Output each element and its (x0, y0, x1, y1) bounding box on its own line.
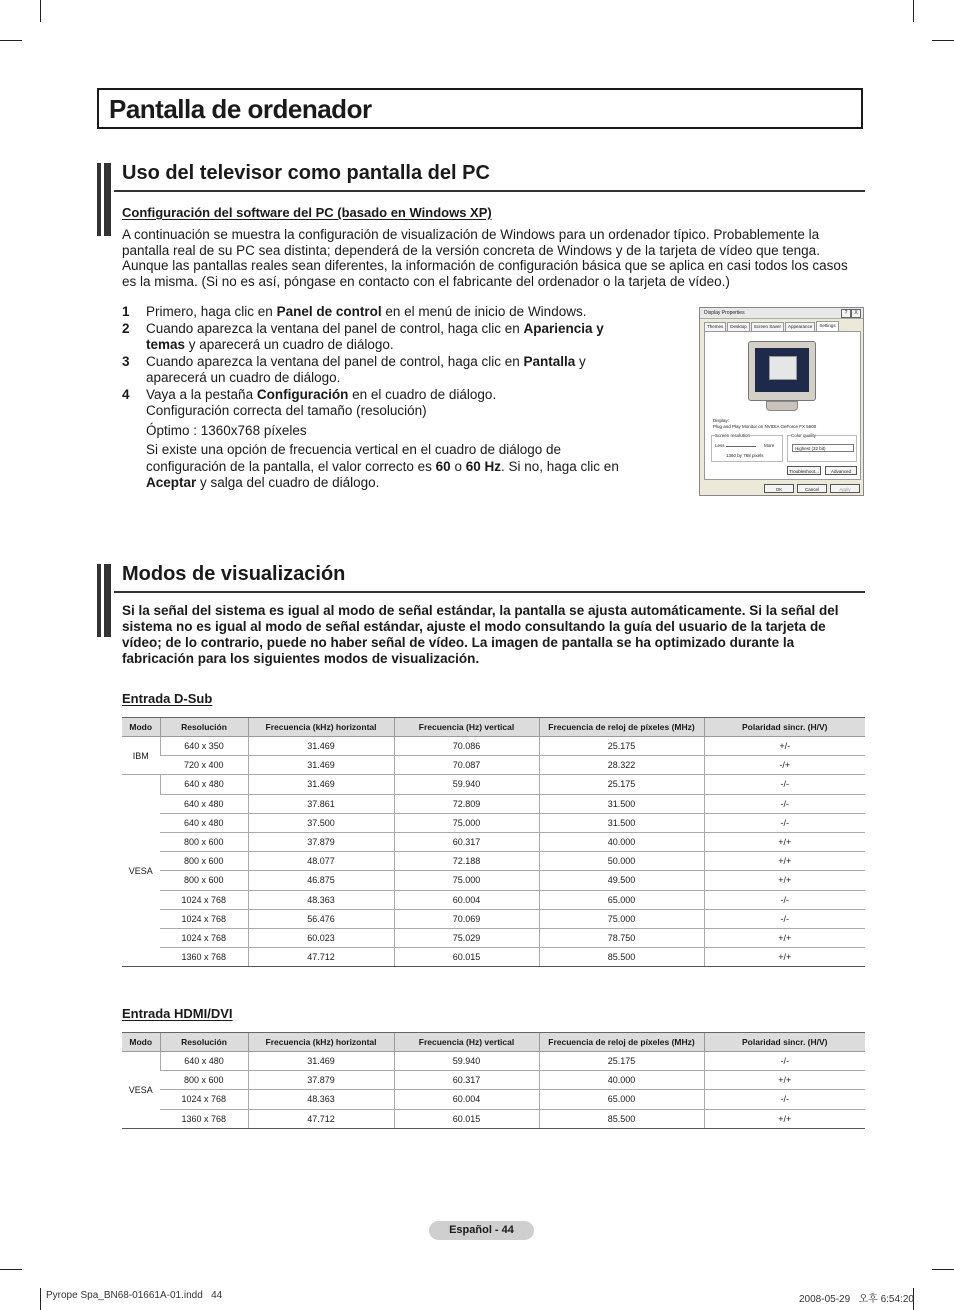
software-config-heading: Configuración del software del PC (basado en Windows XP) (122, 205, 492, 220)
crop-mark (40, 1288, 41, 1310)
mode-cell: IBM (122, 737, 160, 775)
resolution-value: 1360 by 768 pixels (726, 453, 764, 458)
monitor-icon (748, 341, 816, 415)
table-cell: 31.469 (248, 756, 394, 775)
crop-mark (913, 0, 914, 22)
table-cell: 72.809 (394, 794, 539, 813)
section-bar (97, 163, 101, 236)
intro-paragraph: A continuación se muestra la configuración de visualización de Windows para un ordenador típico. Probablemente la pantalla real de su PC sea distinta; dependerá de la versión concreta de Windows y de la tarjeta de vídeo que tenga. Aunque las pantallas reales sean diferentes, la información de configuración básica que se aplica en casi todos los casos es la misma. (Si no es así, póngase en contacto con el fabricante del ordenador o la tarjeta de vídeo.) (122, 227, 848, 289)
table-cell: 60.023 (248, 928, 394, 947)
table-cell: 31.469 (248, 737, 394, 756)
table-cell: 47.712 (248, 1109, 394, 1128)
table-cell: 31.500 (539, 813, 704, 832)
table-cell: 28.322 (539, 756, 704, 775)
table-row (122, 832, 865, 851)
hdmi-heading: Entrada HDMI/DVI (122, 1006, 233, 1021)
table-cell: 640 x 480 (160, 1052, 248, 1071)
step-item (122, 387, 627, 404)
column-header: Frecuencia (kHz) horizontal (248, 1033, 394, 1052)
table-row (122, 737, 865, 756)
table-cell: 1024 x 768 (160, 909, 248, 928)
table-cell: +/+ (704, 928, 865, 947)
table-row (122, 1090, 865, 1109)
table-cell: 31.469 (248, 1052, 394, 1071)
table-cell: 56.476 (248, 909, 394, 928)
tab-appearance: Appearance (785, 322, 815, 331)
table-row (122, 1109, 865, 1128)
crop-mark (932, 1269, 954, 1270)
table-cell: -/- (704, 1052, 865, 1071)
table-row (122, 1071, 865, 1090)
table-cell: 800 x 600 (160, 871, 248, 890)
table-cell: -/- (704, 909, 865, 928)
crop-mark (40, 0, 41, 22)
page-title-box (97, 88, 863, 129)
table-row (122, 871, 865, 890)
table-cell: -/- (704, 813, 865, 832)
step-number: 3 (122, 353, 130, 369)
step-number: 2 (122, 320, 130, 336)
crop-mark (0, 1269, 22, 1270)
table-row (122, 948, 865, 967)
table-cell: 1360 x 768 (160, 948, 248, 967)
section-bar (97, 564, 101, 637)
mode-cell: VESA (122, 1052, 160, 1129)
table-row (122, 909, 865, 928)
table-cell: 25.175 (539, 1052, 704, 1071)
table-cell: 65.000 (539, 890, 704, 909)
table-cell: 800 x 600 (160, 832, 248, 851)
table-cell: 48.077 (248, 852, 394, 871)
section-header (114, 561, 865, 593)
close-button: X (851, 309, 861, 318)
display-properties-screenshot (699, 307, 864, 496)
table-cell: 59.940 (394, 775, 539, 794)
tab-desktop: Desktop (727, 322, 750, 331)
table-cell: 37.879 (248, 832, 394, 851)
table-cell: +/+ (704, 1109, 865, 1128)
step-item (122, 354, 627, 387)
table-cell: 59.940 (394, 1052, 539, 1071)
more-label: More (764, 443, 775, 448)
column-header: Resolución (160, 1033, 248, 1052)
step-text: Cuando aparezca la ventana del panel de control, haga clic en Apariencia y temas y aparecerá un cuadro de diálogo. (146, 320, 604, 352)
table-cell: -/- (704, 890, 865, 909)
column-header: Frecuencia (Hz) vertical (394, 718, 539, 737)
frequency-note: Si existe una opción de frecuencia vertical en el cuadro de diálogo de configuración de la pantalla, el valor correcto es 60 o 60 Hz. Si no, haga clic en Aceptar y salga del cuadro de diálogo. (146, 442, 619, 490)
table-row (122, 852, 865, 871)
table-cell: 25.175 (539, 775, 704, 794)
table-cell: 75.000 (539, 909, 704, 928)
table-cell: 49.500 (539, 871, 704, 890)
table-cell: 37.879 (248, 1071, 394, 1090)
table-cell: 640 x 480 (160, 794, 248, 813)
table-row (122, 890, 865, 909)
section-title: Modos de visualización (122, 563, 346, 585)
table-row (122, 1052, 865, 1071)
dsub-heading: Entrada D-Sub (122, 691, 213, 706)
table-cell: 31.469 (248, 775, 394, 794)
table-cell: +/- (704, 737, 865, 756)
table-cell: 60.015 (394, 948, 539, 967)
tab-screen-saver: Screen Saver (751, 322, 784, 331)
table-cell: 72.188 (394, 852, 539, 871)
table-cell: 40.000 (539, 1071, 704, 1090)
resolution-group (711, 435, 783, 462)
table-cell: 50.000 (539, 852, 704, 871)
table-row (122, 794, 865, 813)
table-cell: 60.004 (394, 1090, 539, 1109)
resolution-label: Screen resolution (715, 433, 751, 438)
step-number: 4 (122, 386, 130, 402)
optimal-resolution: Óptimo : 1360x768 píxeles (146, 422, 307, 438)
settings-panel (704, 331, 861, 480)
dialog-title: Display Properties ? X (700, 308, 863, 319)
table-cell: 1360 x 768 (160, 1109, 248, 1128)
table-cell: 1024 x 768 (160, 1090, 248, 1109)
table-cell: 60.015 (394, 1109, 539, 1128)
column-header: Modo (122, 718, 160, 737)
hdmi-table (122, 1032, 865, 1129)
table-cell: 70.087 (394, 756, 539, 775)
table-cell: 25.175 (539, 737, 704, 756)
table-cell: 85.500 (539, 1109, 704, 1128)
table-cell: 85.500 (539, 948, 704, 967)
table-cell: 31.500 (539, 794, 704, 813)
table-cell: +/+ (704, 1071, 865, 1090)
resolution-slider (726, 446, 756, 447)
tab-themes: Themes (704, 322, 726, 331)
table-cell: +/+ (704, 871, 865, 890)
table-cell: 75.000 (394, 813, 539, 832)
table-row (122, 813, 865, 832)
date-info: 2008-05-29 오후 6:54:20 (799, 1294, 914, 1305)
cancel-button: Cancel (797, 484, 827, 493)
step-text: Primero, haga clic en Panel de control en el menú de inicio de Windows. (146, 304, 587, 319)
modes-intro: Si la señal del sistema es igual al modo de señal estándar, la pantalla se ajusta automáticamente. Si la señal del sistema no es igual al modo de señal estándar, ajuste el modo consultando la guía del usuario de la tarjeta de vídeo; de lo contrario, puede no haber señal de vídeo. La imagen de pantalla se ha optimizado durante la fabricación para los siguientes modos de visualización. (122, 603, 839, 666)
table-cell: 1024 x 768 (160, 928, 248, 947)
table-cell: 640 x 480 (160, 775, 248, 794)
column-header: Polaridad sincr. (H/V) (704, 718, 865, 737)
page-title: Pantalla de ordenador (109, 94, 372, 124)
table-cell: 48.363 (248, 1090, 394, 1109)
column-header: Resolución (160, 718, 248, 737)
section-header (114, 160, 865, 192)
step-text: Cuando aparezca la ventana del panel de control, haga clic en Pantalla y aparecerá un cuadro de diálogo. (146, 353, 586, 385)
table-cell: -/- (704, 775, 865, 794)
table-cell: 800 x 600 (160, 852, 248, 871)
table-cell: 60.317 (394, 1071, 539, 1090)
resolution-note: Configuración correcta del tamaño (resolución) (146, 403, 427, 418)
dialog-tabs (704, 322, 839, 331)
table-cell: 70.069 (394, 909, 539, 928)
section-bar (104, 564, 111, 637)
color-label: Color quality (791, 433, 817, 438)
column-header: Modo (122, 1033, 160, 1052)
color-quality-select: Highest (32 bit) (792, 444, 854, 452)
column-header: Polaridad sincr. (H/V) (704, 1033, 865, 1052)
table-cell: -/+ (704, 756, 865, 775)
apply-button: Apply (830, 484, 860, 493)
table-cell: 60.004 (394, 890, 539, 909)
section-title: Uso del televisor como pantalla del PC (122, 162, 490, 184)
section-bar (104, 163, 111, 236)
display-label: Display: (713, 418, 730, 423)
table-cell: 1024 x 768 (160, 890, 248, 909)
page-number: Español - 44 (429, 1221, 534, 1240)
mode-cell: VESA (122, 775, 160, 967)
file-info: Pyrope Spa_BN68-01661A-01.indd 44 (46, 1290, 223, 1301)
help-button: ? (841, 309, 851, 318)
table-row (122, 756, 865, 775)
less-label: Less (715, 443, 725, 448)
color-group (787, 435, 857, 462)
table-cell: -/- (704, 794, 865, 813)
table-cell: +/+ (704, 832, 865, 851)
table-cell: +/+ (704, 948, 865, 967)
table-cell: 47.712 (248, 948, 394, 967)
crop-mark (0, 40, 22, 41)
table-cell: 60.317 (394, 832, 539, 851)
step-number: 1 (122, 304, 130, 319)
table-cell: 640 x 350 (160, 737, 248, 756)
table-cell: 48.363 (248, 890, 394, 909)
tab-settings: Settings (816, 321, 838, 331)
table-cell: +/+ (704, 852, 865, 871)
table-cell: 40.000 (539, 832, 704, 851)
table-cell: 70.086 (394, 737, 539, 756)
step-item (122, 304, 627, 321)
column-header: Frecuencia de reloj de píxeles (MHz) (539, 718, 704, 737)
step-text: Vaya a la pestaña Configuración en el cuadro de diálogo. (146, 386, 497, 402)
advanced-button: Advanced (825, 466, 857, 475)
table-cell: 75.029 (394, 928, 539, 947)
steps-list (122, 304, 627, 492)
table-cell: 640 x 480 (160, 813, 248, 832)
table-cell: 75.000 (394, 871, 539, 890)
table-cell: 720 x 400 (160, 756, 248, 775)
table-cell: 78.750 (539, 928, 704, 947)
ok-button: OK (764, 484, 794, 493)
troubleshoot-button: Troubleshoot... (787, 466, 821, 475)
column-header: Frecuencia de reloj de píxeles (MHz) (539, 1033, 704, 1052)
column-header: Frecuencia (kHz) horizontal (248, 718, 394, 737)
table-cell: 800 x 600 (160, 1071, 248, 1090)
table-cell: 65.000 (539, 1090, 704, 1109)
table-cell: 46.875 (248, 871, 394, 890)
table-row (122, 928, 865, 947)
dsub-table (122, 717, 865, 967)
table-cell: 37.861 (248, 794, 394, 813)
table-cell: 37.500 (248, 813, 394, 832)
crop-mark (932, 40, 954, 41)
table-row (122, 775, 865, 794)
step-item (122, 321, 627, 354)
table-cell: -/- (704, 1090, 865, 1109)
display-value: Plug and Play Monitor on NVIDIA GeForce FX 5600 (713, 424, 817, 429)
column-header: Frecuencia (Hz) vertical (394, 1033, 539, 1052)
